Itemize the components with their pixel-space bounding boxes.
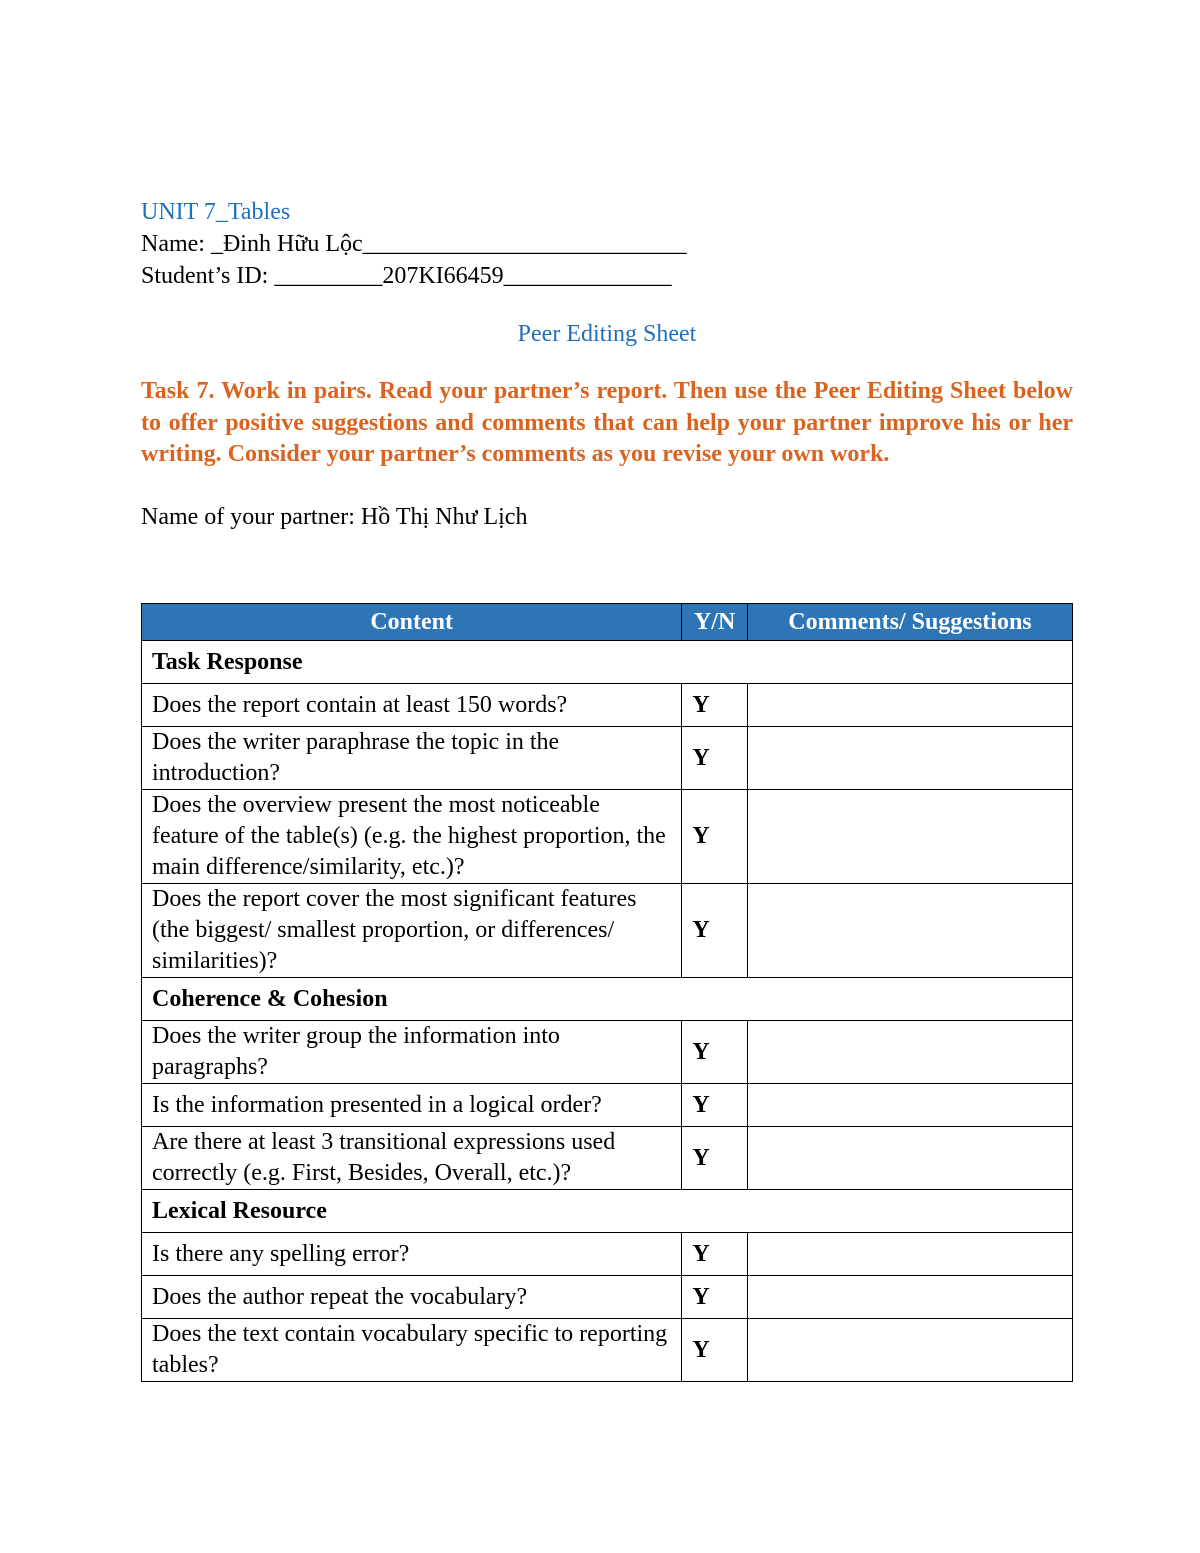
comment-cell [747,1276,1072,1319]
question-cell: Does the report cover the most significant features (the biggest/ smallest proportion, or differences/ similarities)? [142,884,682,978]
answer-cell: Y [682,790,748,884]
partner-name-line: Name of your partner: Hồ Thị Như Lịch [141,503,528,530]
question-cell: Does the report contain at least 150 words? [142,684,682,727]
task-instructions: Task 7. Work in pairs. Read your partner’s report. Then use the Peer Editing Sheet below to offer positive suggestions and comments that can help your partner improve his or her writing. Consider your partner’s comments as you revise your own work. [141,378,1073,467]
table-row [142,1127,1073,1190]
sheet-title: Peer Editing Sheet [517,321,697,347]
header-comments: Comments/ Suggestions [747,604,1072,641]
section-row-task-response [142,641,1073,684]
table-row [142,884,1073,978]
header-yn: Y/N [682,604,748,641]
question-cell: Does the overview present the most noticeable feature of the table(s) (e.g. the highest proportion, the main difference/similarity, etc.)? [142,790,682,884]
table-row [142,727,1073,790]
peer-editing-table [141,603,1073,1382]
question-cell: Is there any spelling error? [142,1233,682,1276]
table-header-row [142,604,1073,641]
answer-cell: Y [682,1084,748,1127]
answer-cell: Y [682,1276,748,1319]
section-title: Lexical Resource [142,1190,1073,1233]
unit-title: UNIT 7_Tables [141,199,291,225]
comment-cell [747,1319,1072,1382]
document-page [141,196,1073,533]
table-row [142,1233,1073,1276]
comment-cell [747,1084,1072,1127]
answer-cell: Y [682,1127,748,1190]
table-row [142,1319,1073,1382]
question-cell: Does the text contain vocabulary specific to reporting tables? [142,1319,682,1382]
student-id-line: Student’s ID: _________207KI66459______________ [141,263,672,289]
section-row-lexical-resource [142,1190,1073,1233]
question-cell: Is the information presented in a logical order? [142,1084,682,1127]
answer-cell: Y [682,1021,748,1084]
question-cell: Does the writer paraphrase the topic in the introduction? [142,727,682,790]
answer-cell: Y [682,727,748,790]
question-cell: Does the writer group the information into paragraphs? [142,1021,682,1084]
section-row-coherence-cohesion [142,978,1073,1021]
comment-cell [747,727,1072,790]
answer-cell: Y [682,684,748,727]
section-title: Task Response [142,641,1073,684]
comment-cell [747,684,1072,727]
answer-cell: Y [682,1233,748,1276]
comment-cell [747,790,1072,884]
table-row [142,1276,1073,1319]
comment-cell [747,884,1072,978]
table-row [142,684,1073,727]
comment-cell [747,1127,1072,1190]
student-name-line: Name: _Đinh Hữu Lộc___________________________ [141,231,687,257]
header-content: Content [142,604,682,641]
comment-cell [747,1233,1072,1276]
question-cell: Are there at least 3 transitional expressions used correctly (e.g. First, Besides, Overall, etc.)? [142,1127,682,1190]
answer-cell: Y [682,1319,748,1382]
answer-cell: Y [682,884,748,978]
table-row [142,790,1073,884]
section-title: Coherence & Cohesion [142,978,1073,1021]
question-cell: Does the author repeat the vocabulary? [142,1276,682,1319]
comment-cell [747,1021,1072,1084]
table-row [142,1084,1073,1127]
table-row [142,1021,1073,1084]
